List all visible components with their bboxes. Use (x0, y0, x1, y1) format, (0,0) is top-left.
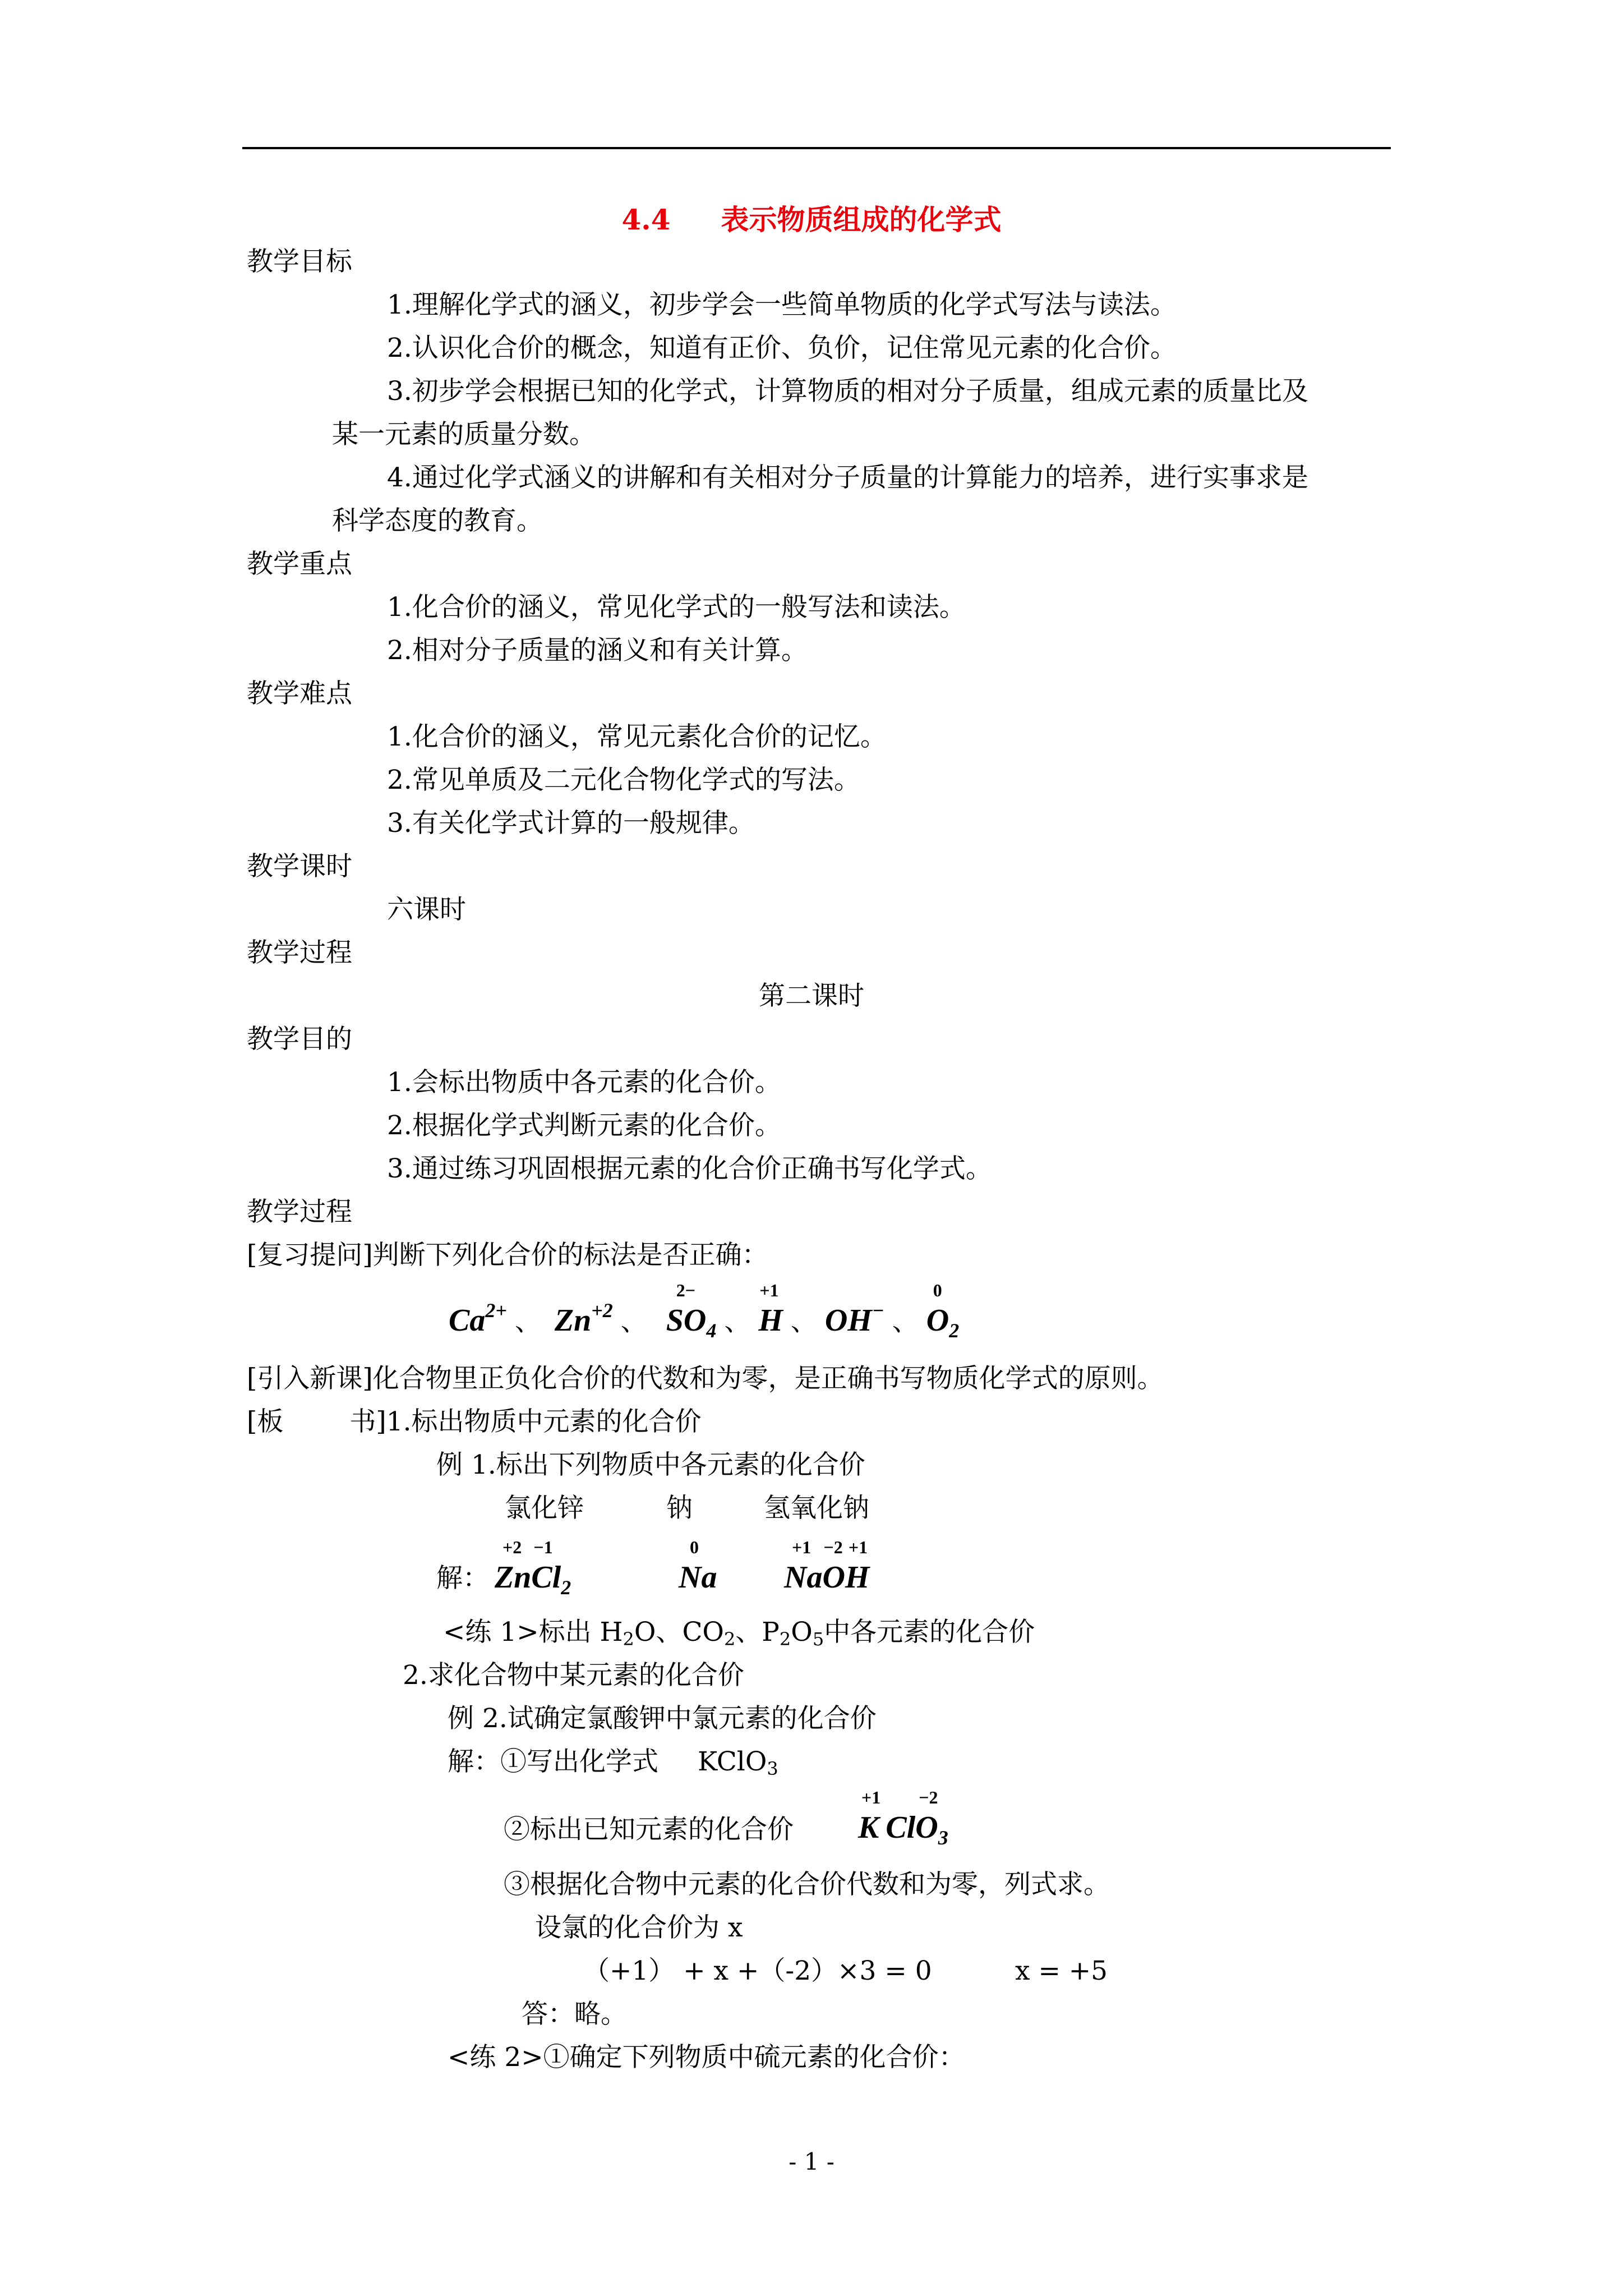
formula-kclo3: +1 K Cl −2 $O_3$ (858, 1787, 948, 1849)
goal-item: 某一元素的质量分数。 (332, 419, 596, 450)
objective-item: 1.会标出物质中各元素的化合价。 (387, 1067, 781, 1098)
example-1-name: 氯化锌 (505, 1493, 584, 1524)
lesson-title: 第二课时 (759, 981, 864, 1011)
header-rule (242, 147, 1391, 149)
page-number: - 1 - (789, 2148, 834, 2175)
hours-value: 六课时 (387, 894, 466, 925)
example-2-equation: （+1） + x +（-2）×3 = 0 (583, 1955, 932, 1986)
goal-item: 3.初步学会根据已知的化学式，计算物质的相对分子质量，组成元素的质量比及 (387, 376, 1308, 407)
formula-ca: $Ca^{2+}$ (449, 1299, 507, 1338)
exercise-2: <练 2>①确定下列物质中硫元素的化合价： (448, 2042, 965, 2073)
board-line: [板 书]1.标出物质中元素的化合价 (247, 1406, 702, 1437)
review-formula: $Ca^{2+}$ 、 $Zn^{+2}$ 、 2− $SO_4$ 、 +1 H 、 OH− 、 0 $O_2$ (449, 1280, 960, 1342)
intro-text: [引入新课]化合物里正负化合价的代数和为零，是正确书写物质化学式的原则。 (247, 1363, 1164, 1394)
difficulty-item: 1.化合价的涵义，常见元素化合价的记忆。 (387, 721, 887, 752)
example-2-title: 例 2.试确定氯酸钾中氯元素的化合价 (448, 1703, 877, 1734)
example-2-step-2: ②标出已知元素的化合价 (504, 1814, 794, 1845)
section-title: 表示物质组成的化学式 (721, 203, 1002, 236)
objective-item: 2.根据化学式判断元素的化合价。 (387, 1110, 781, 1141)
exercise-1: <练 1>标出 $H_2O$、$CO_2$、$P_2O_5$中各元素的化合价 (443, 1617, 1035, 1650)
hours-heading: 教学课时 (247, 851, 352, 882)
formula-na: 0 Na (679, 1537, 717, 1595)
example-2-result: x = +5 (1015, 1955, 1108, 1986)
section-number: 4.4 (621, 203, 671, 236)
goal-item: 2.认识化合价的概念，知道有正价、负价，记住常见元素的化合价。 (387, 333, 1177, 364)
example-2-answer: 答：略。 (522, 1999, 627, 2030)
difficulty-item: 2.常见单质及二元化合物化学式的写法。 (387, 765, 860, 795)
formula-naoh: +1 Na −2 O +1 H (784, 1537, 870, 1595)
process-heading: 教学过程 (247, 937, 352, 968)
goal-item: 1.理解化学式的涵义，初步学会一些简单物质的化学式写法与读法。 (387, 289, 1177, 320)
formula-o2: 0 $O_2$ (926, 1280, 960, 1342)
difficulty-item: 3.有关化学式计算的一般规律。 (387, 808, 755, 839)
example-1-name: 钠 (666, 1493, 693, 1524)
formula-zn: $Zn^{+2}$ (554, 1299, 613, 1338)
process-heading-2: 教学过程 (247, 1197, 352, 1227)
example-2-let: 设氯的化合价为 x (535, 1912, 743, 1943)
example-2-step-3: ③根据化合物中元素的化合价代数和为零，列式求。 (504, 1869, 1110, 1900)
example-1-title: 例 1.标出下列物质中各元素的化合价 (436, 1450, 865, 1480)
section-2-heading: 2.求化合物中某元素的化合价 (403, 1660, 744, 1691)
review-question: [复习提问]判断下列化合价的标法是否正确： (247, 1240, 768, 1271)
formula-oh: OH− (824, 1299, 884, 1338)
goal-item: 科学态度的教育。 (332, 505, 543, 536)
example-2-step-1: 解：①写出化学式 KClO$_3$ (448, 1746, 778, 1779)
key-point-item: 2.相对分子质量的涵义和有关计算。 (387, 635, 808, 666)
formula-so4: 2− $SO_4$ (666, 1280, 717, 1342)
goal-item: 4.通过化学式涵义的讲解和有关相对分子质量的计算能力的培养，进行实事求是 (387, 462, 1308, 493)
key-point-item: 1.化合价的涵义，常见化学式的一般写法和读法。 (387, 592, 966, 623)
goals-heading: 教学目标 (247, 246, 352, 277)
formula-h: +1 H (758, 1280, 783, 1338)
example-1-answer-label: 解： (436, 1563, 489, 1594)
difficulties-heading: 教学难点 (247, 678, 352, 709)
example-1-name: 氢氧化钠 (764, 1493, 869, 1524)
formula-zncl2: +2 Zn −1 $Cl_2$ (495, 1537, 571, 1599)
key-points-heading: 教学重点 (247, 549, 352, 579)
objective-item: 3.通过练习巩固根据元素的化合价正确书写化学式。 (387, 1153, 992, 1184)
objectives-heading: 教学目的 (247, 1024, 352, 1055)
page-title (0, 202, 1623, 238)
